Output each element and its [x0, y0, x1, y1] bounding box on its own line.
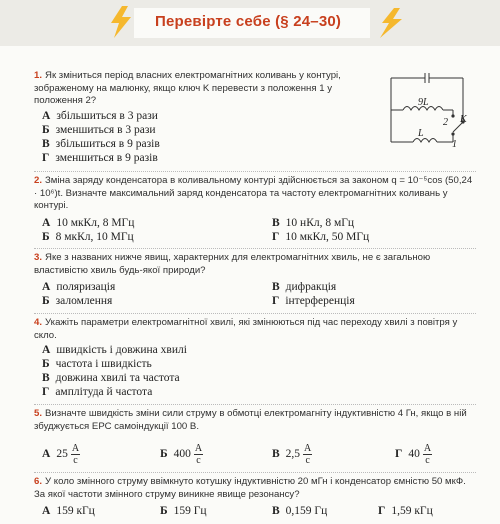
divider [34, 171, 476, 172]
answer-4b: Б частота і швидкість [42, 358, 152, 370]
divider [34, 404, 476, 405]
divider [34, 472, 476, 473]
answer-5c: В 2,5 $\frac{А}{с}$ [272, 443, 312, 466]
answer-5d: Г 40 $\frac{А}{с}$ [395, 443, 432, 466]
answer-4c: В довжина хвилі та частота [42, 372, 180, 384]
answer-4a: А швидкість і довжина хвилі [42, 344, 187, 356]
answer-6c: В 0,159 Гц [272, 505, 328, 517]
answer-6a: А 159 кГц [42, 505, 95, 517]
label-9l: 9L [418, 97, 429, 108]
answer-3d: Г інтерференція [272, 295, 355, 307]
answer-3c: В дифракція [272, 281, 337, 293]
answer-2b: Б 8 мкКл, 10 МГц [42, 231, 134, 243]
answer-1b: Б зменшиться в 3 рази [42, 124, 156, 136]
header-bar [0, 0, 500, 46]
label-1: 1 [452, 139, 457, 150]
lightning-icon [108, 6, 134, 38]
answer-2a: А 10 мкКл, 8 МГц [42, 217, 135, 229]
circuit-diagram [383, 70, 478, 150]
page-title: Перевірте себе (§ 24–30) [155, 13, 342, 30]
answer-1c: В збільшиться в 9 разів [42, 138, 160, 150]
answer-1d: Г зменшиться в 9 разів [42, 152, 158, 164]
question-1-text: 1. Як зміниться період власних електромагнітних коливань у контурі, зображеному на малюнку, якщо ключ K перевести з положення 1 у положення 2? [34, 70, 341, 106]
answer-5a: А 25 $\frac{А}{с}$ [42, 443, 80, 466]
question-6-text: 6. У коло змінного струму ввімкнуто котушку індуктивністю 20 мГн і конденсатор ємністю 50 мкФ. За якої частоти змінного струму виникне явище резонансу? [34, 476, 466, 500]
answer-3b: Б заломлення [42, 295, 113, 307]
question-3-text: 3. Яке з названих нижче явищ, характерних для електромагнітних хвиль, не є загальною властивістю хвиль будь-якої природи? [34, 252, 431, 276]
answer-5b: Б 400 $\frac{А}{с}$ [160, 443, 203, 466]
question-2-text: 2. Зміна заряду конденсатора в коливальному контурі здійснюється за законом q = 10⁻⁵cos (50,24 · 10⁶)t. Визначте максимальний заряд конденсатора та частоту електромагнітних коливань у контурі. [34, 175, 473, 211]
label-k: K [460, 114, 467, 125]
answer-6d: Г 1,59 кГц [378, 505, 433, 517]
lightning-icon [376, 8, 406, 38]
label-2: 2 [443, 117, 448, 128]
label-l: L [418, 128, 424, 139]
answer-4d: Г амплітуда й частота [42, 386, 153, 398]
answer-2d: Г 10 мкКл, 50 МГц [272, 231, 370, 243]
answer-3a: А поляризація [42, 281, 116, 293]
divider [34, 248, 476, 249]
question-4-text: 4. Укажіть параметри електромагнітної хвилі, які змінюються під час переходу хвилі з повітря у скло. [34, 317, 458, 341]
divider [34, 313, 476, 314]
answer-2c: В 10 нКл, 8 мГц [272, 217, 355, 229]
question-5-text: 5. Визначте швидкість зміни сили струму в обмотці електромагніту індуктивністю 4 Гн, якщо в ній збуджується ЕРС самоіндукції 100 В. [34, 408, 467, 432]
answer-6b: Б 159 Гц [160, 505, 207, 517]
answer-1a: А збільшиться в 3 рази [42, 110, 158, 122]
